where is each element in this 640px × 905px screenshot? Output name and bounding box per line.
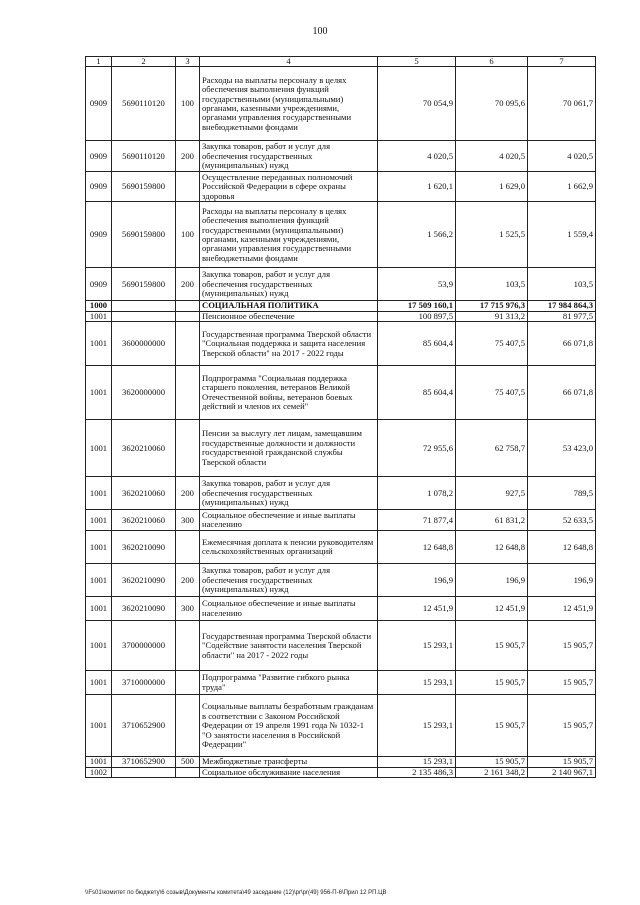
amount-year2-cell: 91 313,2 [456,311,528,321]
amount-year3-cell: 66 071,8 [528,322,596,366]
column-header: 7 [528,57,596,67]
expense-type-cell [176,695,200,757]
target-article-cell: 3620210060 [112,420,176,477]
section-code-cell: 1001 [86,477,112,510]
amount-year3-cell: 12 451,9 [528,597,596,621]
amount-year2-cell: 927,5 [456,477,528,510]
item-name-cell: Ежемесячная доплата к пенсии руководителям сельскохозяйственных организаций [200,531,378,564]
expense-type-cell: 100 [176,202,200,268]
amount-year3-cell: 70 061,7 [528,67,596,141]
amount-year1-cell: 70 054,9 [378,67,456,141]
section-code-cell: 1001 [86,322,112,366]
amount-year2-cell: 75 407,5 [456,322,528,366]
section-code-cell: 1001 [86,564,112,597]
target-article-cell: 5690159800 [112,202,176,268]
item-name-cell: Пенсии за выслугу лет лицам, замещавшим государственные должности и должности государственной гражданской службы Тверской области [200,420,378,477]
column-header: 6 [456,57,528,67]
amount-year1-cell: 71 877,4 [378,510,456,531]
amount-year3-cell: 196,9 [528,564,596,597]
amount-year2-cell: 12 648,8 [456,531,528,564]
amount-year3-cell: 52 633,5 [528,510,596,531]
table-row [86,301,596,311]
amount-year1-cell: 2 135 486,3 [378,767,456,777]
expense-type-cell: 200 [176,141,200,172]
section-code-cell: 1000 [86,301,112,311]
target-article-cell: 3620000000 [112,366,176,420]
table-row [86,322,596,366]
table-row [86,510,596,531]
section-code-cell: 1001 [86,366,112,420]
section-code-cell: 1001 [86,597,112,621]
target-article-cell [112,311,176,321]
amount-year1-cell: 1 078,2 [378,477,456,510]
amount-year1-cell: 72 955,6 [378,420,456,477]
item-name-cell: Подпрограмма "Развитие гибкого рынка труда" [200,671,378,695]
target-article-cell: 3620210090 [112,531,176,564]
section-code-cell: 1001 [86,510,112,531]
section-code-cell: 1001 [86,531,112,564]
expense-type-cell [176,671,200,695]
amount-year3-cell: 53 423,0 [528,420,596,477]
amount-year3-cell: 15 905,7 [528,695,596,757]
expense-type-cell [176,172,200,202]
target-article-cell: 3620210060 [112,477,176,510]
target-article-cell: 3710000000 [112,671,176,695]
amount-year2-cell: 1 525,5 [456,202,528,268]
table-row [86,141,596,172]
expense-type-cell: 200 [176,564,200,597]
amount-year1-cell: 17 509 160,1 [378,301,456,311]
item-name-cell: Подпрограмма "Социальная поддержка старшего поколения, ветеранов Великой Отечественной войны, ветеранов боевых действий и членов их семей" [200,366,378,420]
amount-year3-cell: 789,5 [528,477,596,510]
amount-year1-cell: 85 604,4 [378,322,456,366]
amount-year3-cell: 15 905,7 [528,621,596,671]
item-name-cell: Закупка товаров, работ и услуг для обеспечения государственных (муниципальных) нужд [200,268,378,301]
expense-type-cell [176,767,200,777]
amount-year3-cell: 17 984 864,3 [528,301,596,311]
table-row [86,268,596,301]
amount-year3-cell: 1 559,4 [528,202,596,268]
column-header: 2 [112,57,176,67]
table-row [86,311,596,321]
amount-year2-cell: 4 020,5 [456,141,528,172]
target-article-cell: 5690159800 [112,268,176,301]
amount-year2-cell: 196,9 [456,564,528,597]
expense-type-cell: 100 [176,67,200,141]
table-row [86,67,596,141]
table-row [86,564,596,597]
amount-year2-cell: 12 451,9 [456,597,528,621]
expense-type-cell [176,322,200,366]
table-row [86,366,596,420]
table-row [86,597,596,621]
section-code-cell: 1002 [86,767,112,777]
table-row [86,621,596,671]
amount-year2-cell: 62 758,7 [456,420,528,477]
section-code-cell: 1001 [86,695,112,757]
column-header: 4 [200,57,378,67]
amount-year2-cell: 15 905,7 [456,621,528,671]
item-name-cell: Закупка товаров, работ и услуг для обеспечения государственных (муниципальных) нужд [200,477,378,510]
target-article-cell: 3600000000 [112,322,176,366]
amount-year3-cell: 66 071,8 [528,366,596,420]
section-code-cell: 1001 [86,420,112,477]
table-row [86,767,596,777]
table-row [86,531,596,564]
amount-year1-cell: 4 020,5 [378,141,456,172]
amount-year3-cell: 81 977,5 [528,311,596,321]
section-code-cell: 1001 [86,671,112,695]
table-row [86,695,596,757]
item-name-cell: Закупка товаров, работ и услуг для обеспечения государственных (муниципальных) нужд [200,141,378,172]
column-header: 1 [86,57,112,67]
target-article-cell [112,767,176,777]
amount-year2-cell: 15 905,7 [456,757,528,767]
budget-table [85,56,596,778]
section-code-cell: 0909 [86,172,112,202]
expense-type-cell [176,301,200,311]
amount-year3-cell: 15 905,7 [528,671,596,695]
expense-type-cell: 200 [176,477,200,510]
amount-year3-cell: 103,5 [528,268,596,301]
expense-type-cell: 200 [176,268,200,301]
target-article-cell: 3700000000 [112,621,176,671]
target-article-cell: 3710652900 [112,757,176,767]
expense-type-cell [176,621,200,671]
target-article-cell: 5690159800 [112,172,176,202]
target-article-cell: 5690110120 [112,141,176,172]
amount-year2-cell: 103,5 [456,268,528,301]
amount-year2-cell: 2 161 348,2 [456,767,528,777]
table-row [86,671,596,695]
section-code-cell: 0909 [86,141,112,172]
expense-type-cell: 300 [176,510,200,531]
table-row [86,477,596,510]
section-code-cell: 0909 [86,67,112,141]
target-article-cell: 3710652900 [112,695,176,757]
amount-year1-cell: 85 604,4 [378,366,456,420]
item-name-cell: Осуществление переданных полномочий Российской Федерации в сфере охраны здоровья [200,172,378,202]
item-name-cell: Расходы на выплаты персоналу в целях обеспечения выполнения функций государственными (муниципальными) органами, казенными учреждениями, органами управления государственными внебюджетными фондами [200,67,378,141]
item-name-cell: Государственная программа Тверской области "Содействие занятости населения Тверской области" на 2017 - 2022 годы [200,621,378,671]
amount-year3-cell: 4 020,5 [528,141,596,172]
amount-year1-cell: 100 897,5 [378,311,456,321]
target-article-cell: 5690110120 [112,67,176,141]
amount-year2-cell: 1 629,0 [456,172,528,202]
amount-year1-cell: 15 293,1 [378,671,456,695]
file-path-footer: \\Fs01\комитет по бюджету\6 созыв\Документы комитета\49 заседание (12)\pr\pr(49) 956-П-6\Прил 12 РП.ЦВ [85,890,387,896]
page-number: 100 [312,26,328,37]
item-name-cell: СОЦИАЛЬНАЯ ПОЛИТИКА [200,301,378,311]
amount-year2-cell: 15 905,7 [456,695,528,757]
expense-type-cell: 300 [176,597,200,621]
target-article-cell: 3620210090 [112,597,176,621]
item-name-cell: Межбюджетные трансферты [200,757,378,767]
expense-type-cell [176,366,200,420]
amount-year3-cell: 12 648,8 [528,531,596,564]
amount-year1-cell: 53,9 [378,268,456,301]
item-name-cell: Социальные выплаты безработным гражданам в соответствии с Законом Российской Федерации от 19 апреля 1991 года № 1032-1 "О занятости населения в Российской Федерации" [200,695,378,757]
column-header: 5 [378,57,456,67]
section-code-cell: 0909 [86,202,112,268]
item-name-cell: Социальное обеспечение и иные выплаты населению [200,510,378,531]
amount-year2-cell: 15 905,7 [456,671,528,695]
column-number-header-row [86,57,596,67]
target-article-cell [112,301,176,311]
column-header: 3 [176,57,200,67]
section-code-cell: 1001 [86,757,112,767]
table-row [86,757,596,767]
item-name-cell: Государственная программа Тверской области "Социальная поддержка и защита населения Тверской области" на 2017 - 2022 годы [200,322,378,366]
item-name-cell: Закупка товаров, работ и услуг для обеспечения государственных (муниципальных) нужд [200,564,378,597]
amount-year1-cell: 12 648,8 [378,531,456,564]
amount-year1-cell: 1 566,2 [378,202,456,268]
target-article-cell: 3620210090 [112,564,176,597]
amount-year3-cell: 2 140 967,1 [528,767,596,777]
target-article-cell: 3620210060 [112,510,176,531]
amount-year2-cell: 17 715 976,3 [456,301,528,311]
item-name-cell: Пенсионное обеспечение [200,311,378,321]
item-name-cell: Расходы на выплаты персоналу в целях обеспечения выполнения функций государственными (муниципальными) органами, казенными учреждениями, органами управления государственными внебюджетными фондами [200,202,378,268]
amount-year3-cell: 15 905,7 [528,757,596,767]
amount-year1-cell: 15 293,1 [378,695,456,757]
amount-year2-cell: 61 831,2 [456,510,528,531]
amount-year2-cell: 75 407,5 [456,366,528,420]
amount-year1-cell: 12 451,9 [378,597,456,621]
table-row [86,172,596,202]
amount-year3-cell: 1 662,9 [528,172,596,202]
amount-year1-cell: 15 293,1 [378,757,456,767]
expense-type-cell [176,531,200,564]
amount-year1-cell: 196,9 [378,564,456,597]
section-code-cell: 0909 [86,268,112,301]
item-name-cell: Социальное обеспечение и иные выплаты населению [200,597,378,621]
table-row [86,420,596,477]
table-row [86,202,596,268]
section-code-cell: 1001 [86,621,112,671]
amount-year1-cell: 15 293,1 [378,621,456,671]
expense-type-cell: 500 [176,757,200,767]
expense-type-cell [176,420,200,477]
section-code-cell: 1001 [86,311,112,321]
expense-type-cell [176,311,200,321]
amount-year2-cell: 70 095,6 [456,67,528,141]
item-name-cell: Социальное обслуживание населения [200,767,378,777]
amount-year1-cell: 1 620,1 [378,172,456,202]
